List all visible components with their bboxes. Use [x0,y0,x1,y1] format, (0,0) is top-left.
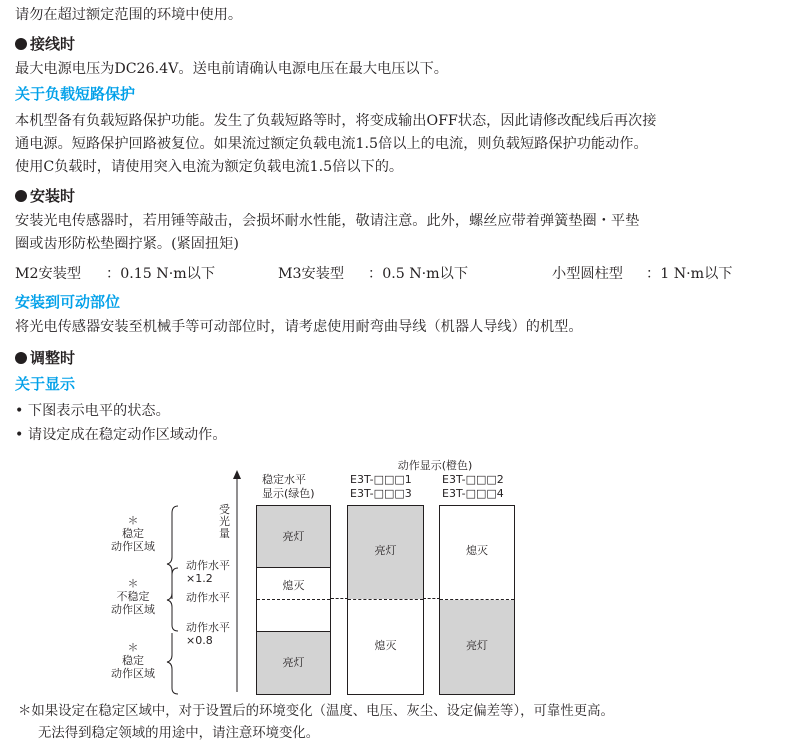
short-circuit-line-2: 通电源。短路保护回路被复位。如果流过额定负载电流1.5倍以上的电流，则负载短路保护功能动作。 [15,136,648,152]
footnote-text-1: 如果设定在稳定区域中，对于设置后的环境变化（温度、电压、灰尘、设定偏差等），可靠性更高。 [31,704,614,719]
mid-level-dashed-line [440,599,514,600]
footnote-line-1 [18,702,614,722]
wiring-voltage-text: 最大电源电压为DC26.4V。送电前请确认电源电压在最大电压以下。 [15,61,448,77]
section-wiring-title: 接线时 [30,35,76,53]
zone-braces-icon [166,505,182,695]
adjust-bullet-2: • 请设定成在稳定动作区域动作。 [15,427,227,443]
level-line [257,631,330,632]
stable-display-column [256,505,331,695]
short-circuit-line-1: 本机型备有负载短路保护功能。发生了负载短路等时，将变成输出OFF状态，因此请修改配线后再次接 [15,113,657,129]
section-install-title: 安装时 [30,187,76,205]
bullet-dot-icon [15,352,27,364]
model-b-line-2: E3T-□□□4 [442,487,504,500]
zone-1-line-2: 动作区域 [111,540,155,553]
stable-header-line-1: 稳定水平 [262,473,306,486]
model-b-line-1: E3T-□□□2 [442,473,504,486]
movable-subheading: 安装到可动部位 [15,293,121,311]
model-a-top-state: 亮灯 [374,544,397,557]
short-circuit-line-3: 使用C负载时，请使用突入电流为额定负载电流1.5倍以下的。 [15,159,404,175]
model-a-column [347,505,424,695]
section-adjust-title: 调整时 [30,349,76,367]
model-a-line-2: E3T-□□□3 [350,487,412,500]
torque-m2-value: ：0.15 N·m以下 [106,266,216,282]
level-lower-label: 动作水平 [186,621,230,634]
zone-2-line-1: 不稳定 [116,590,150,603]
footnote-mark: ＊ [18,704,32,719]
bullet-dot-icon [15,190,27,202]
received-light-label-3: 量 [219,527,230,540]
intro-text: 请勿在超过额定范围的环境中使用。 [15,7,243,23]
section-install-heading [15,186,75,206]
stable-header-line-2: 显示(绿色) [262,487,315,500]
zone-3-mark: ＊ [127,641,139,654]
movable-text: 将光电传感器安装至机械手等可动部位时，请考虑使用耐弯曲导线（机器人导线）的机型。 [15,319,583,335]
mid-level-dashed-line [257,599,330,600]
bullet-dot-icon [15,38,27,50]
stable-top-state: 亮灯 [282,530,305,543]
level-upper-factor: ×1.2 [186,572,213,585]
level-mid-label: 动作水平 [186,591,230,604]
section-adjust-heading [15,348,75,368]
zone-1-line-1: 稳定 [122,527,144,540]
zone-1-mark: ＊ [127,514,139,527]
level-upper-label: 动作水平 [186,559,230,572]
model-b-top-state: 熄灭 [466,544,488,557]
model-b-column [439,505,515,695]
model-a-line-1: E3T-□□□1 [350,473,412,486]
model-b-bottom-state: 亮灯 [466,639,488,652]
mid-level-dashed-line [348,599,423,600]
stable-bottom-state: 亮灯 [282,656,305,669]
torque-m3-label: M3安装型 [278,266,345,282]
install-line-1: 安装光电传感器时，若用锤等敲击，会损坏耐水性能，敬请注意。此外，螺丝应带着弹簧垫圈・平垫 [15,213,640,229]
received-light-arrow-icon [230,470,244,692]
torque-m3-value: ：0.5 N·m以下 [368,266,469,282]
section-wiring-heading [15,34,75,54]
torque-m2-label: M2安装型 [15,266,82,282]
operation-display-header: 动作显示(橙色) [397,459,473,472]
zone-2-mark: ＊ [127,577,139,590]
stable-mid-state: 熄灭 [282,579,305,592]
model-a-bottom-state: 熄灭 [374,639,397,652]
connector-dashed-line [331,598,348,599]
zone-3-line-1: 稳定 [122,654,144,667]
zone-2-line-2: 动作区域 [111,603,155,616]
level-lower-factor: ×0.8 [186,634,213,647]
footnote-line-2: 无法得到稳定领域的用途中，请注意环境变化。 [38,726,320,741]
adjust-bullet-1: • 下图表示电平的状态。 [15,403,170,419]
received-light-label-2: 光 [219,515,230,528]
torque-cyl-value: ：1 N·m以下 [646,266,733,282]
zone-3-line-2: 动作区域 [111,667,155,680]
connector-dashed-line [423,598,440,599]
torque-cyl-label: 小型圆柱型 [552,266,623,282]
received-light-label-1: 受 [219,503,230,516]
display-subheading: 关于显示 [15,375,76,393]
short-circuit-subheading: 关于负载短路保护 [15,85,136,103]
level-line [257,567,330,568]
install-line-2: 圈或齿形防松垫圈拧紧。(紧固扭矩) [15,236,239,252]
